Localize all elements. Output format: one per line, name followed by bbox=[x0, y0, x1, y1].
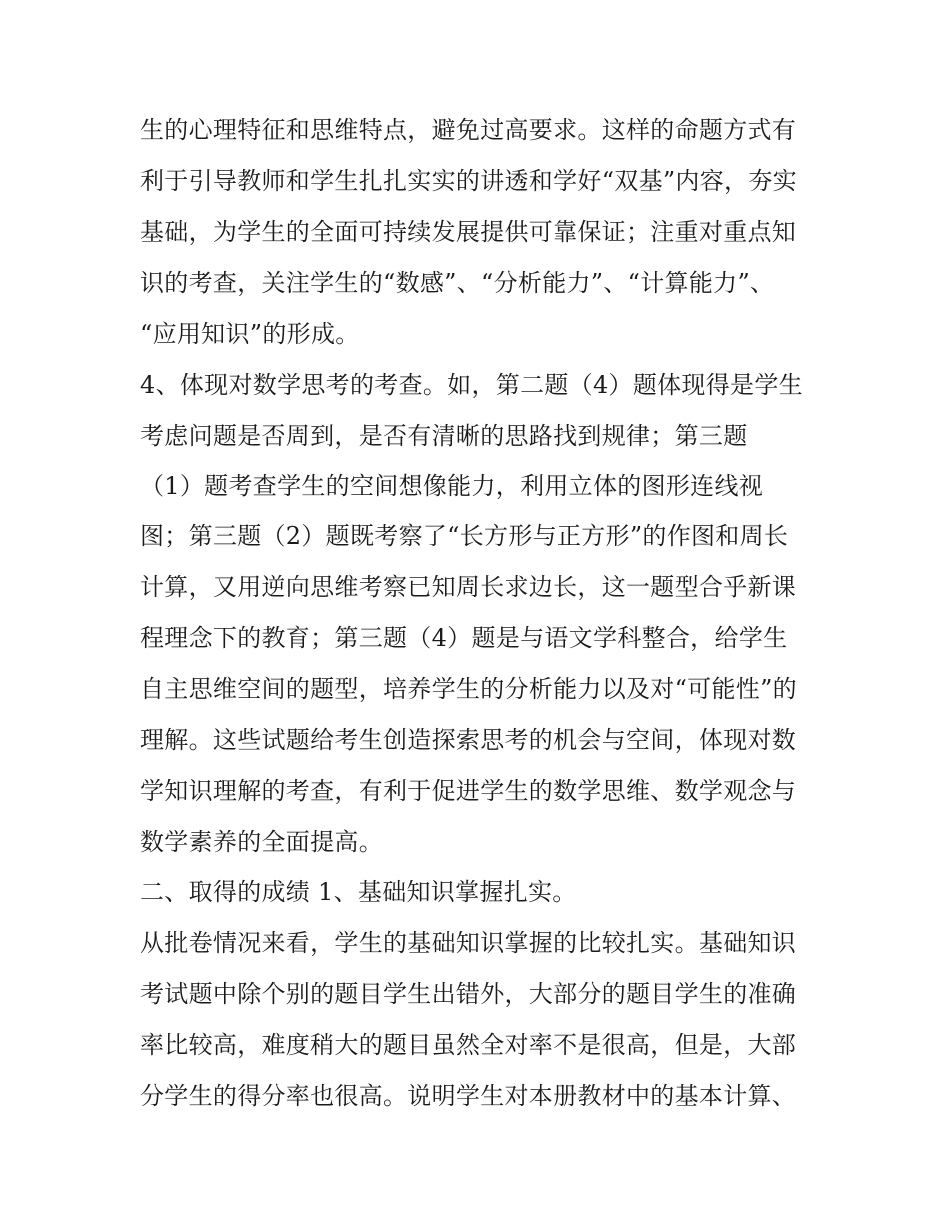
text-line: （1）题考查学生的空间想像能力，利用立体的图形连线视 bbox=[140, 472, 764, 500]
text-line: 学知识理解的考查，有利于促进学生的数学思维、数学观念与 bbox=[140, 777, 797, 805]
text-line: 利于引导教师和学生扎扎实实的讲透和学好“双基”内容，夯实 bbox=[140, 167, 797, 195]
text-line: 考试题中除个别的题目学生出错外，大部分的题目学生的准确 bbox=[140, 980, 797, 1008]
section-heading: 二、取得的成绩 1、基础知识掌握扎实。 bbox=[140, 878, 577, 906]
text-line: 从批卷情况来看，学生的基础知识掌握的比较扎实。基础知识 bbox=[140, 929, 797, 957]
text-line: 考虑问题是否周到，是否有清晰的思路找到规律；第三题 bbox=[140, 422, 748, 450]
text-line: 率比较高，难度稍大的题目虽然全对率不是很高，但是，大部 bbox=[140, 1031, 797, 1059]
text-line: 基础，为学生的全面可持续发展提供可靠保证；注重对重点知 bbox=[140, 218, 797, 246]
text-line: 图；第三题（2）题既考察了“长方形与正方形”的作图和周长 bbox=[140, 522, 789, 550]
text-line: 理解。这些试题给考生创造探索思考的机会与空间，体现对数 bbox=[140, 726, 797, 754]
text-line: 数学素养的全面提高。 bbox=[140, 828, 383, 856]
text-line: 计算，又用逆向思维考察已知周长求边长，这一题型合乎新课 bbox=[140, 573, 797, 601]
text-line: “应用知识”的形成。 bbox=[140, 320, 360, 348]
text-line: 4、体现对数学思考的考查。如，第二题（4）题体现得是学生 bbox=[140, 371, 803, 399]
text-line: 自主思维空间的题型，培养学生的分析能力以及对“可能性”的 bbox=[140, 675, 797, 703]
text-line: 程理念下的教育；第三题（4）题是与语文学科整合，给学生 bbox=[140, 624, 788, 652]
text-line: 生的心理特征和思维特点，避免过高要求。这样的命题方式有 bbox=[140, 116, 797, 144]
text-line: 分学生的得分率也很高。说明学生对本册教材中的基本计算、 bbox=[140, 1082, 797, 1110]
text-line: 识的考查，关注学生的“数感”、“分析能力”、“计算能力”、 bbox=[140, 269, 775, 297]
